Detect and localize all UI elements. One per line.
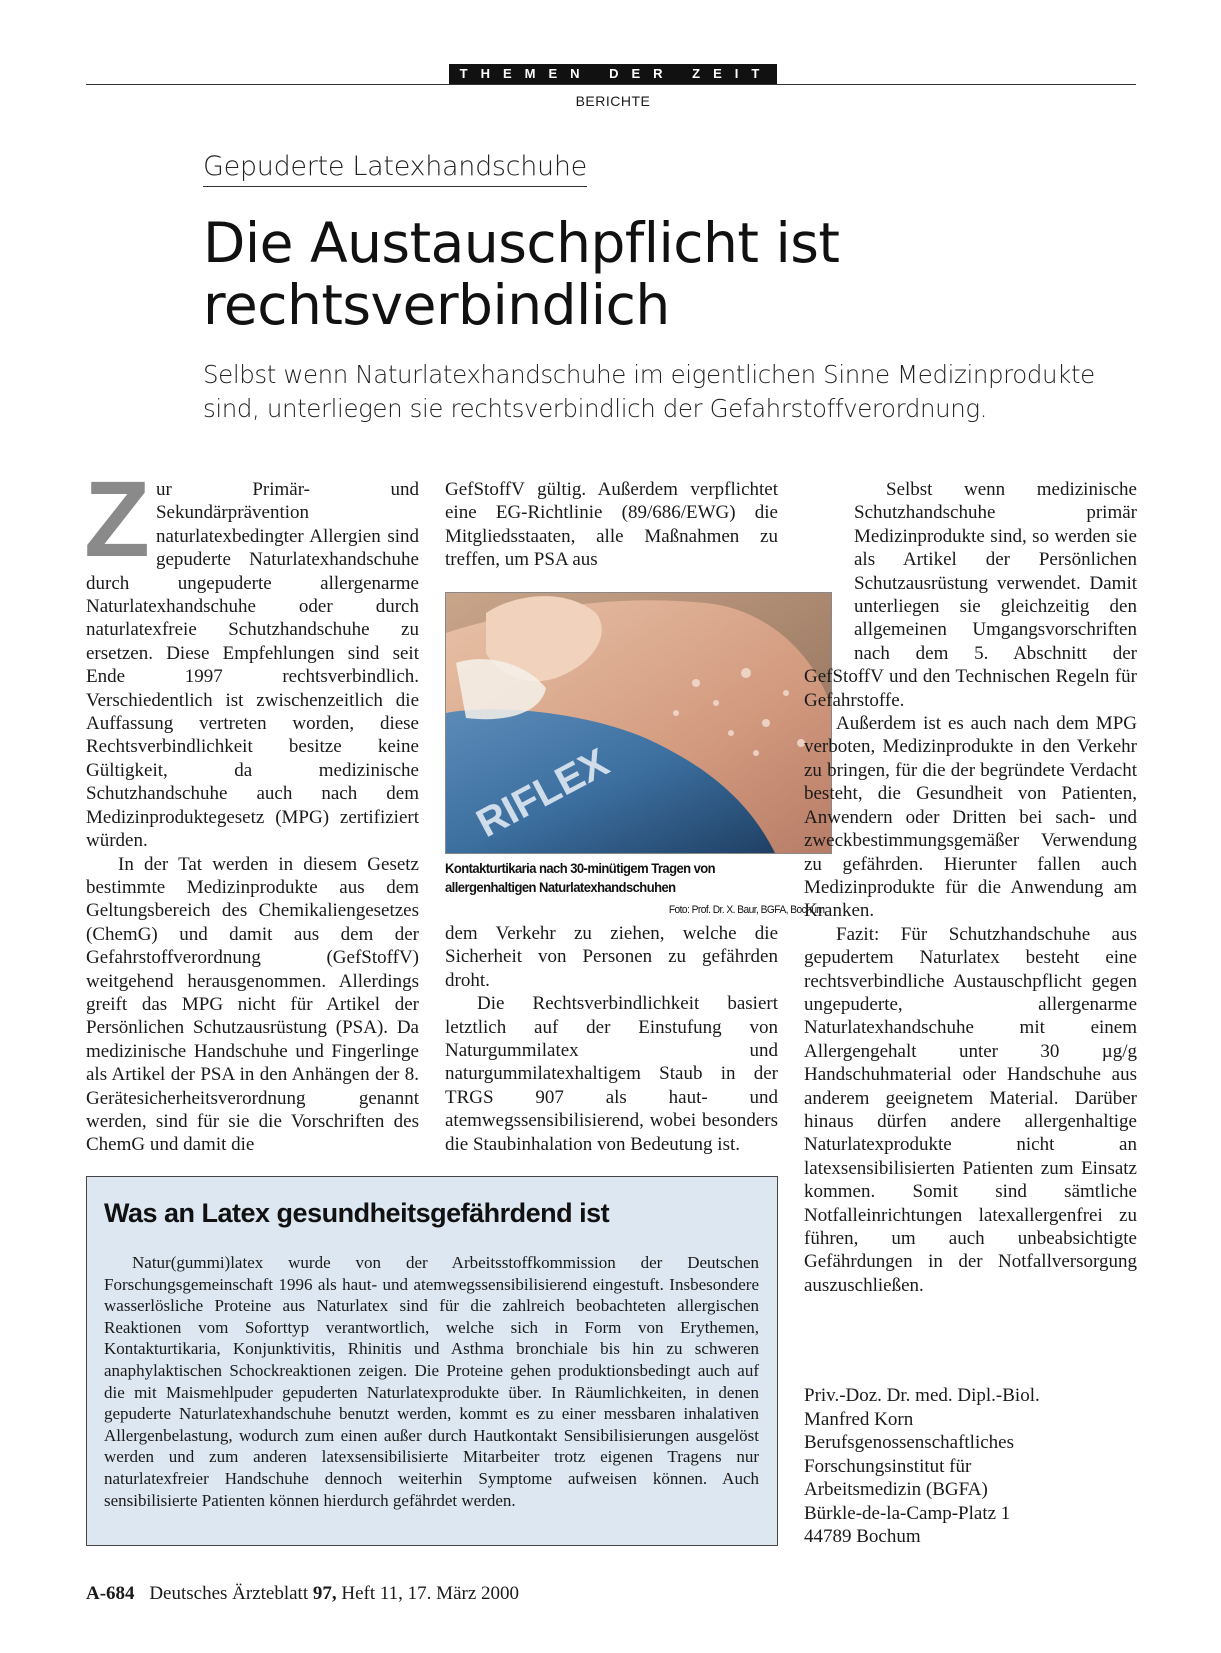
article-kicker: Gepuderte Latexhandschuhe bbox=[203, 151, 587, 187]
info-box-title: Was an Latex gesundheitsgefährdend ist bbox=[104, 1198, 610, 1228]
header-rule bbox=[86, 84, 1136, 85]
col1-paragraph-1: Zur Primär- und Sekundärprävention naturlatexbedingter Allergien sind gepuderte Naturlatexhandschuhe durch ungepuderte allergenarme Naturlatexhandschuhe oder durch naturlatexfreie Schutzhandschuhe zu ersetzen. Diese Empfehlungen sind seit Ende 1997 rechtsverbindlich. Verschiedentlich ist zwischenzeitlich die Auffassung vertreten worden, diese Rechtsverbindlichkeit besitze keine Gültigkeit, da medizinische Schutzhandschuhe auch nach dem Medizinproduktegesetz (MPG) zertifiziert würden. bbox=[84, 458, 419, 852]
article-photo bbox=[445, 592, 832, 854]
page-number: A-684 bbox=[86, 1583, 135, 1604]
subsection-label: BERICHTE bbox=[575, 93, 651, 109]
author-line: Priv.-Doz. Dr. med. Dipl.-Biol. bbox=[804, 1385, 1040, 1406]
journal-issue-date: Heft 11, 17. März 2000 bbox=[341, 1583, 520, 1604]
journal-name: Deutsches Ärzteblatt bbox=[149, 1583, 309, 1604]
author-line: 44789 Bochum bbox=[804, 1526, 921, 1547]
photo-hand-glove bbox=[446, 593, 832, 854]
journal-volume: 97, bbox=[312, 1583, 337, 1604]
author-line: Forschungsinstitut für bbox=[804, 1455, 972, 1477]
article-title: Die Austauschpflicht ist rechtsverbindlich bbox=[203, 211, 840, 337]
article-lead: Selbst wenn Naturlatexhandschuhe im eigentlichen Sinne Medizinprodukte sind, unterliegen sie rechtsverbindlich der Gefahrstoffverordnung. bbox=[203, 360, 1095, 423]
author-line: Berufsgenossenschaftliches bbox=[804, 1432, 1014, 1453]
photo-caption-text: Kontakturtikaria nach 30-minütigem Tragen von allergenhaltigen Naturlatexhandschuhen bbox=[445, 860, 716, 895]
col3-paragraph-2: Außerdem ist es auch nach dem MPG verboten, Medizinprodukte in den Verkehr zu bringen, für die der begründete Verdacht besteht, die Gesundheit von Patienten, Anwendern oder Dritten bei sach- und zweckbestimmungsgemäßer Verwendung zu gefährden. Hierunter fallen auch Medizinprodukte für die Anwendung am Kranken. bbox=[804, 713, 1137, 922]
photo-glove-text: RIFLEX bbox=[469, 740, 616, 846]
info-box-text: Natur(gummi)latex wurde von der Arbeitsstoffkommission der Deutschen Forschungsgemeinschaft 1996 als haut- und atemwegssensibilisierend eingestuft. Insbesondere wasserlösliche Proteine aus Naturlatex sind für die zahlreich beobachteten allergischen Reaktionen vom Soforttyp verantwortlich, welche sich in Form von Erythemen, Kontakturtikaria, Konjunktivitis, Rhinitis und Asthma bronchiale bis hin zu schweren anaphylaktischen Schockreaktionen zeigen. Die Proteine gehen produktionsbedingt auch auf die mit Maismehlpuder gepuderten Naturlatexprodukte über. In Räumlichkeiten, in denen gepuderte Naturlatexhandschuhe benutzt werden, kommt es zu einer messbaren inhalativen Allergenbelastung, wodurch zum einen außer durch Hautkontakt Sensibilisierungen ausgelöst werden und zum anderen latexsensibilisierte Mitarbeiter trotz eigenen Tragens nur naturlatexfreier Handschuhe dennoch weiterhin Symptome aufweisen können. Auch sensibilisierte Patienten können hierdurch gefährdet werden. bbox=[104, 1253, 759, 1510]
photo-credit: Foto: Prof. Dr. X. Baur, BGFA, Bochum bbox=[668, 904, 825, 916]
col3-paragraph-1: Selbst wenn medizinische Schutzhandschuhe primär Medizinprodukte sind, so werden sie als Artikel der Persönlichen Schutzausrüstung verwendet. Damit unterliegen sie gleichzeitig den allgemeinen Umgangsvorschriften nach dem 5. Abschnitt der GefStoffV und den Technischen Regeln für Gefahrstoffe. bbox=[804, 479, 1137, 711]
col2-paragraph-1: GefStoffV gültig. Außerdem verpflichtet eine EG-Richtlinie (89/686/EWG) die Mitgliedsstaaten, alle Maßnahmen zu treffen, um PSA aus bbox=[445, 479, 778, 571]
column-3 bbox=[804, 478, 1137, 1297]
col2-paragraph-2: dem Verkehr zu ziehen, welche die Sicherheit von Personen zu gefährden droht. bbox=[445, 923, 778, 991]
author-line: Bürkle-de-la-Camp-Platz 1 bbox=[804, 1502, 1011, 1524]
author-line: Arbeitsmedizin (BGFA) bbox=[804, 1479, 988, 1500]
author-address bbox=[804, 1384, 1137, 1549]
column-2-top bbox=[445, 478, 778, 572]
column-1 bbox=[84, 458, 419, 1157]
col2-paragraph-3: Die Rechtsverbindlichkeit basiert letztlich auf der Einstufung von Naturgummilatex und naturgummilatexhaltigem Staub in der TRGS 907 als haut- und atemwegssensibilisierend, wobei besonders die Staubinhalation von Bedeutung ist. bbox=[445, 993, 778, 1155]
photo-caption bbox=[445, 859, 825, 920]
dropcap: Z bbox=[84, 458, 150, 579]
col3-paragraph-3: Fazit: Für Schutzhandschuhe aus gepudertem Naturlatex besteht eine rechtsverbindliche Austauschpflicht gegen ungepuderte, allergenarme Naturlatexhandschuhe mit einem Allergengehalt unter 30 µg/g Handschuhmaterial oder Handschuhe aus anderem geeignetem Material. Darüber hinaus dürfen andere allergenhaltige Naturlatexprodukte nicht an latexsensibilisierten Patienten zum Einsatz kommen. Somit sind sämtliche Notfalleinrichtungen latexallergenfrei zu führen, um auch unbeabsichtigte Gefährdungen in der Notfallversorgung auszuschließen. bbox=[804, 923, 1137, 1296]
col1-paragraph-2: In der Tat werden in diesem Gesetz bestimmte Medizinprodukte aus dem Geltungsbereich des Chemikaliengesetzes (ChemG) und damit aus dem der Gefahrstoffverordnung (GefStoffV) weitgehend herausgenommen. Allerdings greift das MPG nicht für Artikel der Persönlichen Schutzausrüstung (PSA). Da medizinische Handschuhe und Fingerlinge als Artikel der PSA in den Anhängen der 8. Gerätesicherheitsverordnung genannt werden, sind für sie die Vorschriften des ChemG und damit die bbox=[86, 853, 419, 1156]
column-2-bottom bbox=[445, 922, 778, 1156]
author-line: Manfred Korn bbox=[804, 1408, 914, 1430]
page-footer bbox=[86, 1583, 519, 1605]
section-label: THEMEN DER ZEIT bbox=[449, 64, 777, 84]
